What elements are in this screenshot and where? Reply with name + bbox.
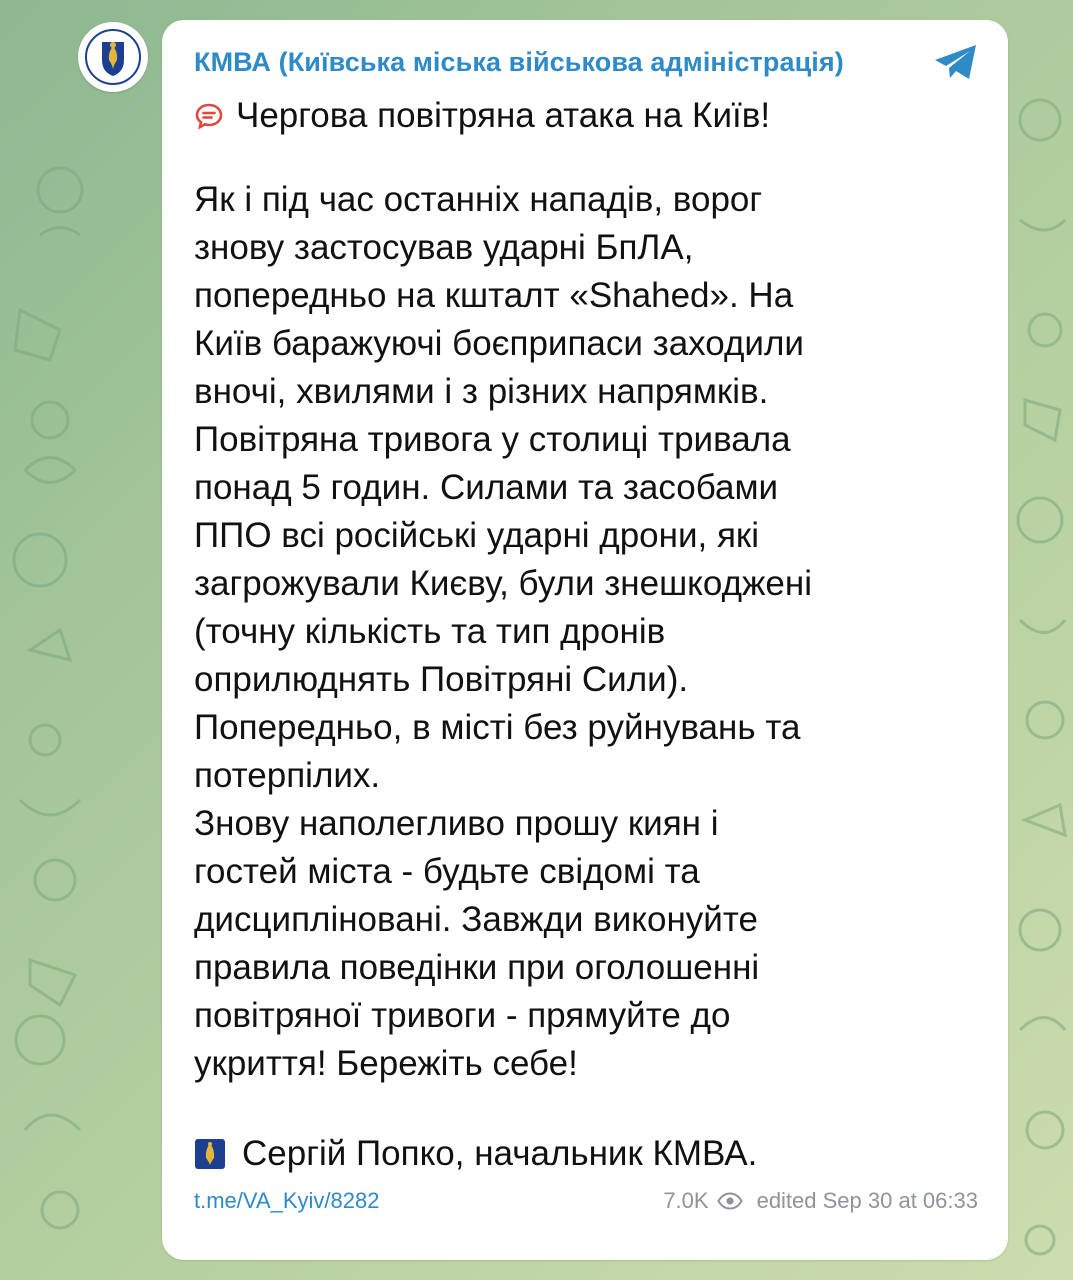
signature-text: Сергій Попко, начальник КМВА. — [242, 1134, 758, 1173]
channel-avatar[interactable] — [78, 22, 148, 92]
message-body: Як і під час останніх нападів, ворог знову застосував ударні БпЛА, попередньо на кшталт «Shahed». На Київ баражуючі боєприпаси заходили вночі, хвилями і з різних напрямків. Повітряна тривога у столиці тривала понад 5 годин. Силами та засобами ППО всі російські ударні дрони, які загрожували Києву, були знешкоджені (точну кількість та тип дронів оприлюднять Повітряні Сили). Попередньо, в місті без руйнувань та потерпілих. Знову наполегливо прошу киян і гостей міста - будьте свідомі та дисципліновані. Завжди виконуйте правила поведінки при оголошенні повітряної тривоги - прямуйте до укриття! Бережіть себе! — [194, 180, 812, 1083]
message-title — [194, 96, 978, 136]
message-bubble — [162, 20, 1008, 1260]
channel-name[interactable]: КМВА (Київська міська військова адміністрація) — [194, 46, 844, 77]
message-signature — [194, 1134, 978, 1174]
speech-bubble-icon — [194, 101, 224, 131]
kyiv-emblem-icon — [84, 28, 142, 86]
message-footer — [194, 1188, 978, 1214]
kyiv-emblem-icon — [194, 1138, 226, 1170]
edited-timestamp: edited Sep 30 at 06:33 — [756, 1188, 978, 1213]
eye-icon — [717, 1192, 743, 1210]
view-count: 7.0K — [663, 1188, 709, 1213]
telegram-share-icon[interactable] — [932, 42, 980, 82]
message-meta — [663, 1188, 978, 1214]
message-header — [194, 42, 978, 82]
message-link[interactable]: t.me/VA_Kyiv/8282 — [194, 1188, 380, 1213]
message-title-text: Чергова повітряна атака на Київ! — [236, 96, 771, 135]
